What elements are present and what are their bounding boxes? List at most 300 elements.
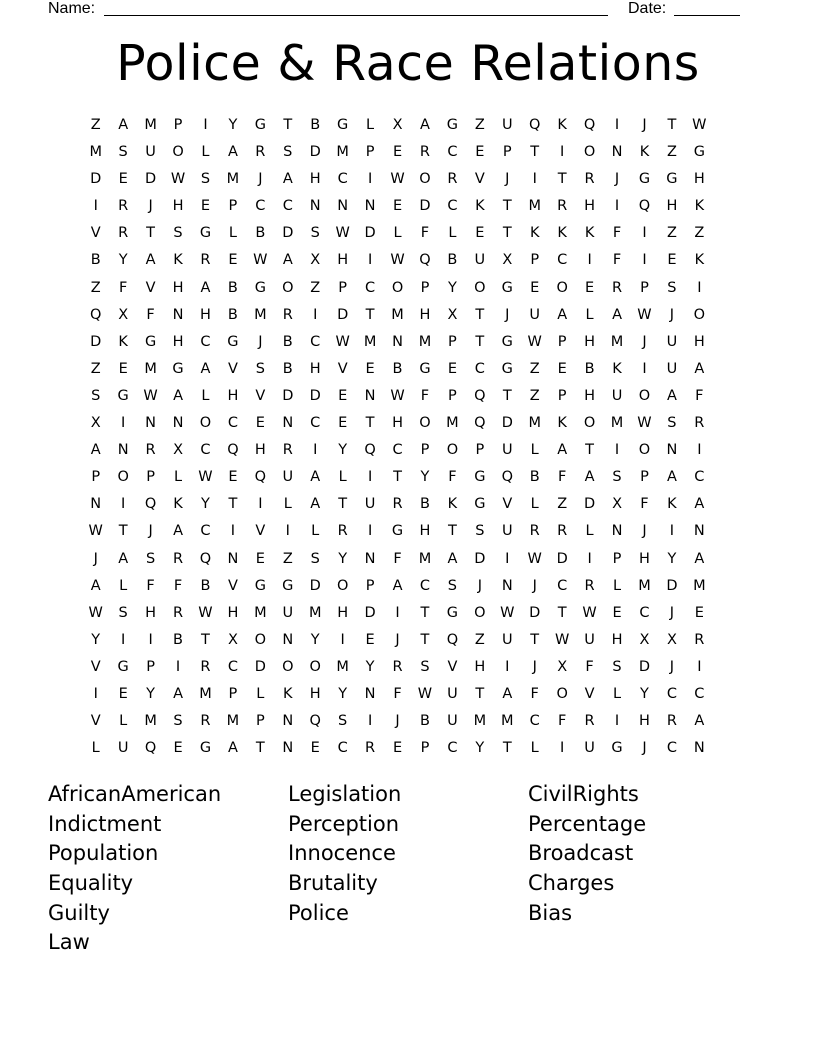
grid-cell[interactable]: N [364, 550, 376, 567]
grid-cell[interactable]: C [392, 442, 403, 459]
grid-cell[interactable]: C [557, 577, 568, 594]
grid-cell[interactable]: H [200, 306, 211, 323]
grid-cell[interactable]: A [173, 387, 183, 404]
grid-cell[interactable]: L [228, 225, 237, 242]
grid-cell[interactable]: A [282, 252, 293, 269]
grid-cell[interactable]: O [172, 144, 184, 161]
grid-cell[interactable]: J [148, 523, 153, 540]
grid-cell[interactable]: Z [90, 117, 101, 133]
grid-cell[interactable]: Q [364, 442, 376, 459]
grid-cell[interactable]: M [693, 577, 706, 594]
grid-cell[interactable]: T [447, 523, 457, 540]
grid-cell[interactable]: T [502, 740, 512, 757]
grid-cell[interactable]: A [584, 469, 595, 486]
grid-cell[interactable]: F [420, 225, 430, 242]
grid-cell[interactable]: M [528, 415, 541, 432]
grid-cell[interactable]: G [337, 117, 349, 133]
grid-cell[interactable]: J [642, 740, 647, 757]
grid-cell[interactable]: J [395, 713, 400, 730]
grid-cell[interactable]: E [228, 252, 238, 269]
grid-cell[interactable]: Q [474, 387, 486, 404]
grid-cell[interactable]: W [335, 225, 350, 242]
grid-cell[interactable]: U [666, 333, 678, 350]
grid-cell[interactable]: N [666, 442, 678, 459]
grid-cell[interactable]: C [557, 252, 568, 269]
grid-cell[interactable]: J [148, 198, 153, 215]
grid-cell[interactable]: N [693, 740, 705, 757]
grid-cell[interactable]: W [637, 306, 652, 323]
grid-cell[interactable]: R [584, 713, 595, 730]
grid-cell[interactable]: T [365, 415, 375, 432]
grid-cell[interactable]: N [693, 523, 705, 540]
grid-cell[interactable]: G [474, 496, 486, 513]
grid-cell[interactable]: E [338, 387, 348, 404]
grid-cell[interactable]: U [447, 685, 458, 702]
grid-cell[interactable]: R [419, 144, 430, 161]
grid-cell[interactable]: R [694, 415, 705, 432]
grid-cell[interactable]: Q [144, 496, 157, 513]
grid-cell[interactable]: H [337, 604, 349, 621]
grid-cell[interactable]: A [694, 550, 705, 567]
grid-cell[interactable]: T [502, 225, 512, 242]
grid-cell[interactable]: A [447, 550, 458, 567]
grid-cell[interactable]: I [367, 713, 373, 730]
grid-cell[interactable]: D [501, 415, 513, 432]
date-field[interactable] [674, 15, 740, 16]
grid-cell[interactable]: H [172, 279, 184, 296]
name-field[interactable] [104, 15, 608, 16]
grid-cell[interactable]: F [612, 225, 622, 242]
grid-cell[interactable]: L [366, 117, 375, 133]
grid-cell[interactable]: O [474, 604, 486, 621]
grid-cell[interactable]: P [448, 333, 457, 350]
grid-cell[interactable]: B [90, 252, 101, 269]
grid-cell[interactable]: Y [365, 658, 375, 675]
grid-cell[interactable]: B [310, 117, 321, 133]
grid-cell[interactable]: H [309, 360, 321, 377]
grid-cell[interactable]: C [666, 685, 677, 702]
grid-cell[interactable]: I [614, 442, 620, 459]
grid-cell[interactable]: Z [666, 144, 677, 161]
grid-cell[interactable]: Q [144, 740, 157, 757]
grid-cell[interactable]: Q [446, 631, 459, 648]
grid-cell[interactable]: L [585, 306, 594, 323]
grid-cell[interactable]: B [282, 360, 293, 377]
grid-cell[interactable]: L [119, 577, 128, 594]
grid-cell[interactable]: I [642, 252, 647, 269]
grid-cell[interactable]: N [282, 415, 294, 432]
grid-cell[interactable]: F [557, 713, 567, 730]
grid-cell[interactable]: V [227, 577, 238, 594]
grid-cell[interactable]: I [175, 658, 181, 675]
grid-cell[interactable]: W [582, 604, 597, 621]
grid-cell[interactable]: V [227, 360, 238, 377]
grid-cell[interactable]: W [500, 604, 515, 621]
grid-cell[interactable]: S [612, 658, 622, 675]
grid-cell[interactable]: D [529, 604, 541, 621]
grid-cell[interactable]: B [173, 631, 183, 648]
grid-cell[interactable]: K [584, 225, 595, 242]
grid-cell[interactable]: G [172, 360, 184, 377]
grid-cell[interactable]: G [199, 225, 212, 242]
grid-cell[interactable]: G [446, 117, 459, 133]
grid-cell[interactable]: U [666, 360, 678, 377]
grid-cell[interactable]: K [475, 198, 485, 215]
grid-cell[interactable]: P [365, 577, 375, 594]
grid-cell[interactable]: S [118, 144, 128, 161]
grid-cell[interactable]: P [91, 469, 101, 486]
grid-cell[interactable]: Q [254, 469, 267, 486]
grid-cell[interactable]: K [639, 144, 650, 161]
grid-cell[interactable]: R [584, 577, 595, 594]
grid-cell[interactable]: R [611, 279, 623, 296]
grid-cell[interactable]: N [117, 442, 129, 459]
grid-cell[interactable]: Y [310, 631, 320, 648]
grid-cell[interactable]: M [418, 333, 432, 350]
grid-cell[interactable]: M [226, 171, 240, 188]
grid-cell[interactable]: D [309, 577, 321, 594]
grid-cell[interactable]: F [173, 577, 183, 594]
grid-cell[interactable]: R [392, 658, 403, 675]
grid-cell[interactable]: S [118, 604, 128, 621]
grid-cell[interactable]: D [309, 387, 321, 404]
grid-cell[interactable]: F [557, 469, 567, 486]
grid-cell[interactable]: Z [474, 631, 485, 648]
grid-cell[interactable]: O [336, 577, 349, 594]
grid-cell[interactable]: M [144, 117, 157, 133]
grid-cell[interactable]: B [529, 469, 540, 486]
grid-cell[interactable]: I [587, 252, 592, 269]
grid-cell[interactable]: J [669, 658, 675, 675]
grid-cell[interactable]: V [447, 658, 458, 675]
grid-cell[interactable]: H [172, 333, 184, 350]
grid-cell[interactable]: Y [338, 442, 348, 459]
grid-cell[interactable]: Z [90, 360, 101, 377]
grid-cell[interactable]: R [172, 604, 184, 621]
grid-cell[interactable]: L [256, 685, 265, 702]
grid-cell[interactable]: E [612, 604, 622, 621]
grid-cell[interactable]: V [337, 360, 348, 377]
grid-cell[interactable]: K [557, 117, 567, 133]
grid-cell[interactable]: I [697, 442, 702, 459]
grid-cell[interactable]: N [611, 523, 623, 540]
grid-cell[interactable]: M [610, 333, 624, 350]
grid-cell[interactable]: C [200, 523, 211, 540]
grid-cell[interactable]: C [447, 144, 458, 161]
grid-cell[interactable]: C [337, 171, 348, 188]
grid-cell[interactable]: O [309, 658, 321, 675]
grid-cell[interactable]: J [669, 306, 675, 323]
grid-cell[interactable]: P [530, 252, 540, 269]
grid-cell[interactable]: M [446, 415, 459, 432]
grid-cell[interactable]: F [118, 279, 128, 296]
grid-cell[interactable]: Y [228, 117, 238, 133]
grid-cell[interactable]: Z [474, 117, 485, 133]
grid-cell[interactable]: Q [419, 252, 431, 269]
grid-cell[interactable]: N [364, 198, 376, 215]
grid-cell[interactable]: N [172, 415, 184, 432]
grid-cell[interactable]: M [254, 306, 267, 323]
grid-cell[interactable]: K [173, 496, 183, 513]
grid-cell[interactable]: T [530, 631, 540, 648]
grid-cell[interactable]: A [282, 171, 293, 188]
grid-cell[interactable]: D [254, 658, 266, 675]
grid-cell[interactable]: L [530, 496, 539, 513]
grid-cell[interactable]: N [501, 577, 513, 594]
grid-cell[interactable]: I [367, 252, 373, 269]
grid-cell[interactable]: U [117, 740, 129, 757]
grid-cell[interactable]: S [338, 713, 348, 730]
grid-cell[interactable]: V [90, 658, 101, 675]
grid-cell[interactable]: F [612, 252, 622, 269]
grid-cell[interactable]: C [310, 415, 321, 432]
grid-cell[interactable]: S [310, 225, 320, 242]
grid-cell[interactable]: L [612, 685, 622, 702]
grid-cell[interactable]: Q [474, 415, 486, 432]
grid-cell[interactable]: S [667, 279, 677, 296]
grid-cell[interactable]: G [254, 117, 266, 133]
grid-cell[interactable]: E [310, 740, 320, 757]
grid-cell[interactable]: A [227, 144, 238, 161]
grid-cell[interactable]: X [173, 442, 183, 459]
grid-cell[interactable]: I [367, 469, 373, 486]
grid-cell[interactable]: U [584, 740, 595, 757]
grid-cell[interactable]: A [145, 252, 156, 269]
grid-cell[interactable]: Q [529, 117, 541, 133]
grid-cell[interactable]: V [255, 387, 266, 404]
grid-cell[interactable]: G [199, 740, 212, 757]
grid-cell[interactable]: K [529, 225, 540, 242]
grid-cell[interactable]: I [285, 523, 290, 540]
grid-cell[interactable]: W [417, 685, 433, 702]
grid-cell[interactable]: O [638, 387, 651, 404]
grid-cell[interactable]: P [640, 469, 649, 486]
grid-cell[interactable]: M [336, 144, 349, 161]
grid-cell[interactable]: F [585, 658, 594, 675]
grid-cell[interactable]: I [560, 740, 565, 757]
grid-cell[interactable]: X [118, 306, 129, 323]
grid-cell[interactable]: H [309, 685, 321, 702]
grid-cell[interactable]: T [502, 387, 512, 404]
grid-cell[interactable]: A [173, 523, 183, 540]
grid-cell[interactable]: U [501, 117, 513, 133]
grid-cell[interactable]: B [584, 360, 595, 377]
grid-cell[interactable]: R [557, 523, 568, 540]
grid-cell[interactable]: X [447, 306, 458, 323]
grid-cell[interactable]: B [392, 360, 403, 377]
grid-cell[interactable]: J [477, 577, 482, 594]
grid-cell[interactable]: L [201, 387, 210, 404]
grid-cell[interactable]: J [258, 333, 263, 350]
grid-cell[interactable]: G [144, 333, 157, 350]
grid-cell[interactable]: U [501, 442, 513, 459]
grid-cell[interactable]: J [532, 577, 537, 594]
grid-cell[interactable]: W [143, 387, 158, 404]
grid-cell[interactable]: M [144, 360, 157, 377]
grid-cell[interactable]: U [501, 523, 513, 540]
grid-cell[interactable]: Y [475, 740, 485, 757]
grid-cell[interactable]: T [530, 144, 540, 161]
grid-cell[interactable]: M [363, 333, 377, 350]
grid-cell[interactable]: A [557, 442, 568, 459]
grid-cell[interactable]: T [475, 306, 485, 323]
grid-cell[interactable]: U [145, 144, 156, 161]
grid-cell[interactable]: E [694, 604, 704, 621]
grid-cell[interactable]: E [392, 198, 403, 215]
grid-cell[interactable]: A [310, 469, 321, 486]
grid-cell[interactable]: M [144, 713, 157, 730]
grid-cell[interactable]: P [146, 658, 155, 675]
grid-cell[interactable]: F [393, 550, 402, 567]
grid-cell[interactable]: I [642, 360, 647, 377]
grid-cell[interactable]: X [502, 252, 513, 269]
grid-cell[interactable]: E [200, 198, 211, 215]
grid-cell[interactable]: X [666, 631, 677, 648]
grid-cell[interactable]: B [255, 225, 266, 242]
grid-cell[interactable]: A [200, 279, 211, 296]
grid-cell[interactable]: H [419, 523, 431, 540]
grid-cell[interactable]: L [119, 713, 128, 730]
grid-cell[interactable]: B [227, 306, 238, 323]
grid-cell[interactable]: H [254, 442, 266, 459]
grid-cell[interactable]: S [667, 415, 677, 432]
grid-cell[interactable]: T [557, 171, 567, 188]
grid-cell[interactable]: M [226, 713, 240, 730]
grid-cell[interactable]: W [198, 469, 213, 486]
grid-cell[interactable]: C [694, 469, 705, 486]
grid-cell[interactable]: M [199, 685, 212, 702]
grid-cell[interactable]: K [694, 252, 705, 269]
grid-cell[interactable]: K [557, 415, 567, 432]
grid-cell[interactable]: Q [309, 713, 321, 730]
grid-cell[interactable]: G [254, 577, 266, 594]
grid-cell[interactable]: P [146, 469, 155, 486]
grid-cell[interactable]: Y [667, 550, 677, 567]
grid-cell[interactable]: D [474, 550, 486, 567]
grid-cell[interactable]: I [148, 631, 153, 648]
grid-cell[interactable]: V [502, 496, 513, 513]
grid-cell[interactable]: R [282, 306, 293, 323]
grid-cell[interactable]: N [145, 415, 157, 432]
grid-cell[interactable]: E [338, 415, 348, 432]
grid-cell[interactable]: W [390, 252, 405, 269]
grid-cell[interactable]: A [118, 117, 129, 133]
grid-cell[interactable]: J [642, 333, 647, 350]
grid-cell[interactable]: D [666, 577, 678, 594]
grid-cell[interactable]: M [528, 198, 541, 215]
grid-cell[interactable]: K [447, 496, 458, 513]
grid-cell[interactable]: H [145, 604, 157, 621]
grid-cell[interactable]: E [173, 740, 183, 757]
grid-cell[interactable]: R [282, 442, 293, 459]
grid-cell[interactable]: I [340, 631, 345, 648]
grid-cell[interactable]: H [666, 198, 678, 215]
grid-cell[interactable]: C [666, 740, 677, 757]
grid-cell[interactable]: D [337, 306, 349, 323]
grid-cell[interactable]: T [228, 496, 238, 513]
grid-cell[interactable]: R [666, 713, 677, 730]
grid-cell[interactable]: U [611, 387, 623, 404]
grid-cell[interactable]: H [584, 387, 596, 404]
grid-cell[interactable]: E [118, 360, 128, 377]
grid-cell[interactable]: V [474, 171, 485, 188]
grid-cell[interactable]: O [282, 279, 294, 296]
grid-cell[interactable]: H [474, 658, 486, 675]
grid-cell[interactable]: D [145, 171, 157, 188]
grid-cell[interactable]: Z [282, 550, 293, 567]
grid-cell[interactable]: P [228, 198, 238, 215]
grid-cell[interactable]: B [419, 496, 430, 513]
grid-cell[interactable]: E [475, 225, 485, 242]
grid-cell[interactable]: S [612, 469, 622, 486]
grid-cell[interactable]: Y [338, 550, 348, 567]
grid-cell[interactable]: D [638, 658, 651, 675]
grid-cell[interactable]: G [419, 360, 431, 377]
grid-cell[interactable]: C [447, 198, 458, 215]
grid-cell[interactable]: C [255, 198, 266, 215]
grid-cell[interactable]: U [584, 631, 595, 648]
grid-cell[interactable]: P [475, 442, 485, 459]
grid-cell[interactable]: O [254, 631, 267, 648]
grid-cell[interactable]: P [640, 279, 649, 296]
grid-cell[interactable]: M [89, 144, 102, 161]
grid-cell[interactable]: S [310, 550, 320, 567]
grid-cell[interactable]: S [173, 713, 183, 730]
grid-cell[interactable]: D [282, 225, 294, 242]
grid-cell[interactable]: J [669, 604, 675, 621]
grid-cell[interactable]: T [667, 117, 677, 133]
grid-cell[interactable]: I [505, 550, 510, 567]
grid-cell[interactable]: W [335, 333, 350, 350]
grid-cell[interactable]: A [227, 740, 238, 757]
grid-cell[interactable]: D [364, 604, 376, 621]
grid-cell[interactable]: L [91, 740, 100, 757]
grid-cell[interactable]: J [532, 658, 537, 675]
grid-cell[interactable]: T [118, 523, 128, 540]
grid-cell[interactable]: P [448, 387, 457, 404]
grid-cell[interactable]: D [364, 225, 376, 242]
grid-cell[interactable]: V [255, 523, 266, 540]
grid-cell[interactable]: E [392, 740, 403, 757]
grid-cell[interactable]: J [395, 631, 400, 648]
grid-cell[interactable]: G [501, 360, 513, 377]
grid-cell[interactable]: R [118, 225, 129, 242]
grid-cell[interactable]: G [611, 740, 623, 757]
grid-cell[interactable]: T [338, 496, 348, 513]
grid-cell[interactable]: W [527, 550, 542, 567]
grid-cell[interactable]: I [258, 496, 263, 513]
grid-cell[interactable]: Q [583, 117, 596, 133]
grid-cell[interactable]: P [338, 279, 348, 296]
grid-cell[interactable]: P [502, 144, 512, 161]
grid-cell[interactable]: I [230, 523, 236, 540]
grid-cell[interactable]: Z [557, 496, 568, 513]
grid-cell[interactable]: J [505, 171, 510, 188]
grid-cell[interactable]: W [637, 415, 652, 432]
grid-cell[interactable]: C [529, 713, 540, 730]
grid-cell[interactable]: T [365, 306, 375, 323]
grid-cell[interactable]: Y [146, 685, 156, 702]
grid-cell[interactable]: Z [694, 225, 705, 242]
grid-cell[interactable]: I [614, 198, 620, 215]
grid-cell[interactable]: I [532, 171, 537, 188]
grid-cell[interactable]: I [395, 604, 400, 621]
grid-cell[interactable]: O [117, 469, 129, 486]
grid-cell[interactable]: Q [199, 550, 212, 567]
grid-cell[interactable]: W [198, 604, 213, 621]
grid-cell[interactable]: N [309, 198, 321, 215]
grid-cell[interactable]: W [88, 604, 103, 621]
